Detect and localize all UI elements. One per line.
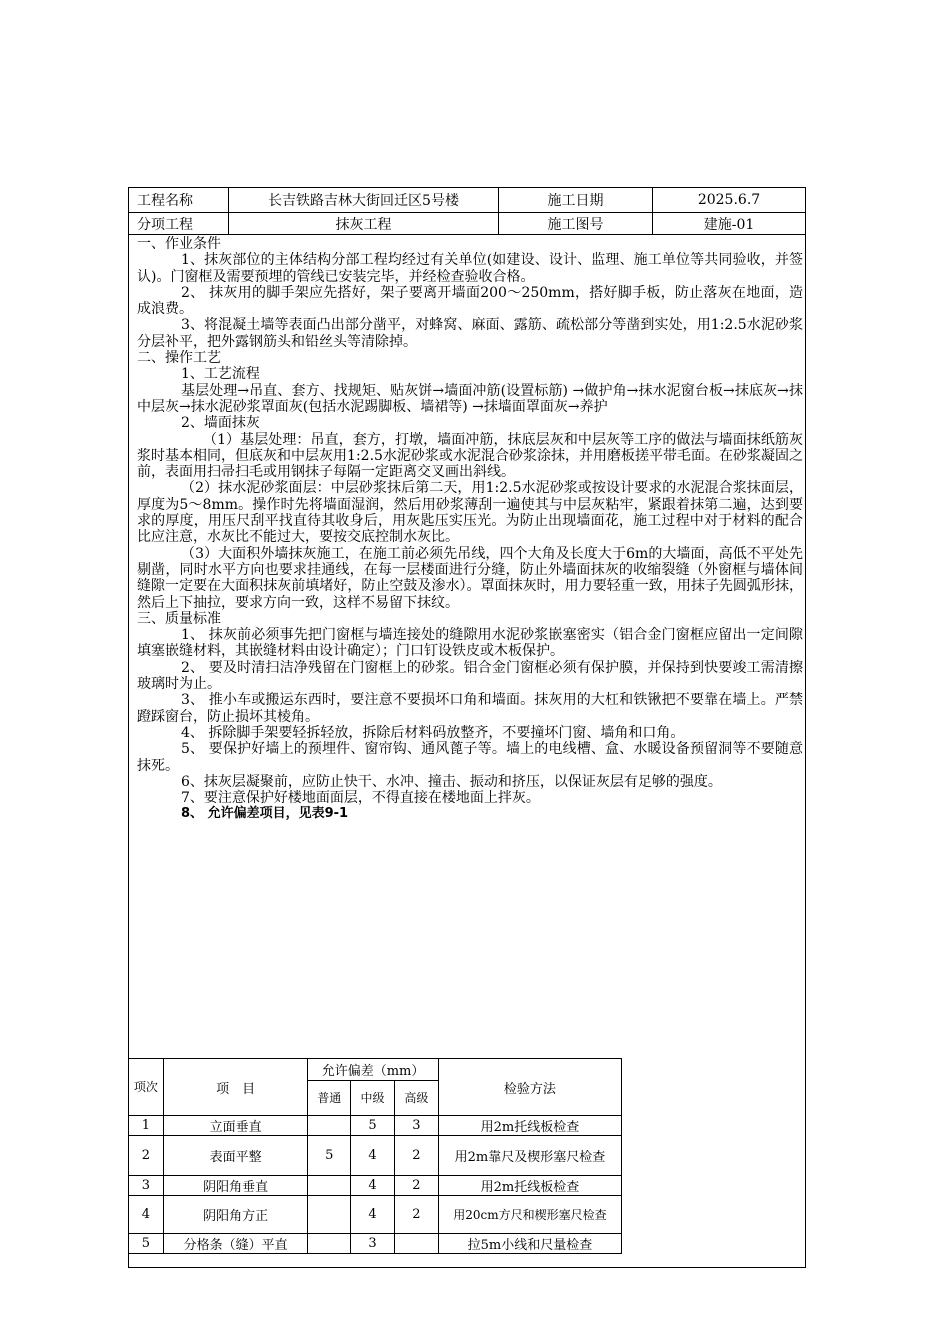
- construction-date-label: 施工日期: [499, 188, 653, 212]
- row-method: 用20cm方尺和楔形塞尺检查: [438, 1196, 621, 1234]
- paragraph: （2）抹水泥砂浆面层：中层砂浆抹后第二天，用1:2.5水泥砂浆或按设计要求的水泥混合浆抹面层，厚度为5～8mm。操作时先将墙面湿润，然后用砂浆薄刮一遍使其与中层灰粘牢，紧跟着抹第二遍，达到要求的厚度，用压尺刮平找直待其收身后，用灰匙压实压光。为防止出现墙面花，施工过程中对于材料的配合比应注意，水灰比不能过大，要按交底控制水灰比。: [137, 480, 803, 546]
- section-title: 三、质量标准: [137, 610, 221, 627]
- paragraph: 1、抹灰部位的主体结构分部工程均经过有关单位(如建设、设计、监理、施工单位等共同验收，并签认)。门窗框及需要预埋的管线已安装完毕，并经检查验收合格。: [137, 252, 803, 285]
- row-high: 2: [394, 1176, 438, 1196]
- sub-project-value: 抹灰工程: [229, 213, 499, 234]
- project-name-label: 工程名称: [129, 188, 229, 212]
- row-normal: [308, 1116, 351, 1136]
- row-normal: [308, 1176, 351, 1196]
- paragraph: 4、 拆除脚手架要轻拆轻放，拆除后材料码放整齐，不要撞坏门窗、墙角和口角。: [181, 724, 685, 741]
- header-row-2: [129, 213, 805, 235]
- row-item: 立面垂直: [163, 1116, 307, 1136]
- header-item: 项 目: [163, 1059, 307, 1116]
- sub-project-label: 分项工程: [129, 213, 229, 234]
- tolerance-table: [129, 1058, 622, 1254]
- table-row: [129, 1116, 622, 1136]
- header-normal: 普通: [308, 1081, 351, 1116]
- row-no: 1: [129, 1116, 163, 1136]
- paragraph: 1、 抹灰前必须事先把门窗框与墙连接处的缝隙用水泥砂浆嵌塞密实（铝合金门窗框应留出一定间隙填塞嵌缝材料，其嵌缝材料由设计确定）；门口钉设铁皮或木板保护。: [137, 627, 803, 660]
- paragraph: 3、将混凝土墙等表面凸出部分凿平，对蜂窝、麻面、露筋、疏松部分等凿到实处，用1:2.5水泥砂浆分层补平，把外露钢筋头和铅丝头等清除掉。: [137, 317, 803, 350]
- header-row-1: [129, 188, 805, 213]
- row-normal: [308, 1234, 351, 1254]
- row-no: 4: [129, 1196, 163, 1234]
- row-mid: 3: [351, 1234, 395, 1254]
- row-high: 2: [394, 1136, 438, 1176]
- table-row: [129, 1176, 622, 1196]
- drawing-no-value: 建施-01: [703, 216, 755, 233]
- construction-date-value: 2025.6.7: [697, 192, 761, 208]
- row-high: 2: [394, 1196, 438, 1234]
- section-title: 一、作业条件: [137, 236, 221, 252]
- document-frame: [128, 187, 806, 1268]
- row-no: 5: [129, 1234, 163, 1254]
- header-tolerance: 允许偏差（mm）: [308, 1059, 439, 1081]
- paragraph: 8、 允许偏差项目，见表9-1: [181, 806, 349, 822]
- paragraph: 6、抹灰层凝聚前，应防止快干、水冲、撞击、振动和挤压，以保证灰层有足够的强度。: [181, 773, 722, 790]
- row-item: 阴阳角垂直: [163, 1176, 307, 1196]
- row-item: 阴阳角方正: [163, 1196, 307, 1234]
- header-mid: 中级: [351, 1081, 395, 1116]
- row-method: 用2m托线板检查: [438, 1116, 621, 1136]
- row-no: 3: [129, 1176, 163, 1196]
- paragraph: 2、 抹灰用的脚手架应先搭好，架子要离开墙面200～250mm，搭好脚手板，防止落灰在地面，造成浪费。: [137, 284, 803, 318]
- row-method: 用2m托线板检查: [438, 1176, 621, 1196]
- row-high: 3: [394, 1116, 438, 1136]
- row-item: 分格条（缝）平直: [163, 1234, 307, 1254]
- row-method: 拉5m小线和尺量检查: [438, 1234, 621, 1254]
- row-normal: 5: [308, 1136, 351, 1176]
- header-high: 高级: [394, 1081, 438, 1116]
- paragraph: 2、 要及时清扫洁净残留在门窗框上的砂浆。铝合金门窗框必须有保护膜，并保持到快要竣工需清擦玻璃时为止。: [137, 659, 803, 693]
- subsection-title: 2、墙面抹灰: [181, 415, 260, 432]
- paragraph: 3、 推小车或搬运东西时，要注意不要损坏口角和墙面。抹灰用的大杠和铁锹把不要靠在墙上。严禁蹬踩窗台，防止损坏其棱角。: [137, 692, 803, 725]
- row-method: 用2m靠尺及楔形塞尺检查: [438, 1136, 621, 1176]
- subsection-title: 1、工艺流程: [181, 366, 260, 383]
- table-row: [129, 1136, 622, 1176]
- row-high: [394, 1234, 438, 1254]
- section-title: 二、操作工艺: [137, 350, 221, 367]
- row-mid: 4: [351, 1176, 395, 1196]
- paragraph: （3）大面积外墙抹灰施工，在施工前必须先吊线，四个大角及长度大于6m的大墙面，高低不平处先剔凿，同时水平方向也要求挂通线，在每一层楼面进行分缝，防止外墙面抹灰的收缩裂缝（外窗框与墙体间缝隙一定要在大面积抹灰前填堵好，防止空鼓及渗水）。罩面抹灰时，用力要轻重一致，用抹子先圆弧形抹，然后上下抽拉，要求方向一致，这样不易留下抹纹。: [137, 545, 803, 611]
- drawing-no-label: 施工图号: [499, 213, 653, 234]
- row-no: 2: [129, 1136, 163, 1176]
- row-mid: 4: [351, 1136, 395, 1176]
- project-name-value: 长吉铁路吉林大街回迁区5号楼: [229, 188, 499, 212]
- row-mid: 5: [351, 1116, 395, 1136]
- row-item: 表面平整: [163, 1136, 307, 1176]
- body-text: [137, 236, 803, 823]
- paragraph: （1）基层处理：吊直，套方，打墩，墙面冲筋，抹底层灰和中层灰等工序的做法与墙面抹纸筋灰浆时基本相同，但底灰和中层灰用1:2.5水泥砂浆或水泥混合砂浆涂抹，并用磨板搓平带毛面。在砂浆凝固之前，表面用扫帚扫毛或用钢抹子每隔一定距离交叉画出斜线。: [137, 431, 803, 481]
- table-row: [129, 1234, 622, 1254]
- paragraph: 7、要注意保护好楼地面面层，不得直接在楼地面上拌灰。: [181, 790, 540, 807]
- header-method: 检验方法: [438, 1059, 621, 1116]
- row-normal: [308, 1196, 351, 1234]
- row-mid: 4: [351, 1196, 395, 1234]
- header-no: 项次: [129, 1059, 163, 1116]
- paragraph: 基层处理→吊直、套方、找规矩、贴灰饼→墙面冲筋(设置标筋) →做护角→抹水泥窗台板→抹底灰→抹中层灰→抹水泥砂浆罩面灰(包括水泥踢脚板、墙裙等) →抹墙面罩面灰→养护: [137, 382, 803, 415]
- paragraph: 5、 要保护好墙上的预埋件、窗帘钩、通风蓖子等。墙上的电线槽、盒、水暖设备预留洞等不要随意抹死。: [137, 741, 803, 774]
- table-row: [129, 1196, 622, 1234]
